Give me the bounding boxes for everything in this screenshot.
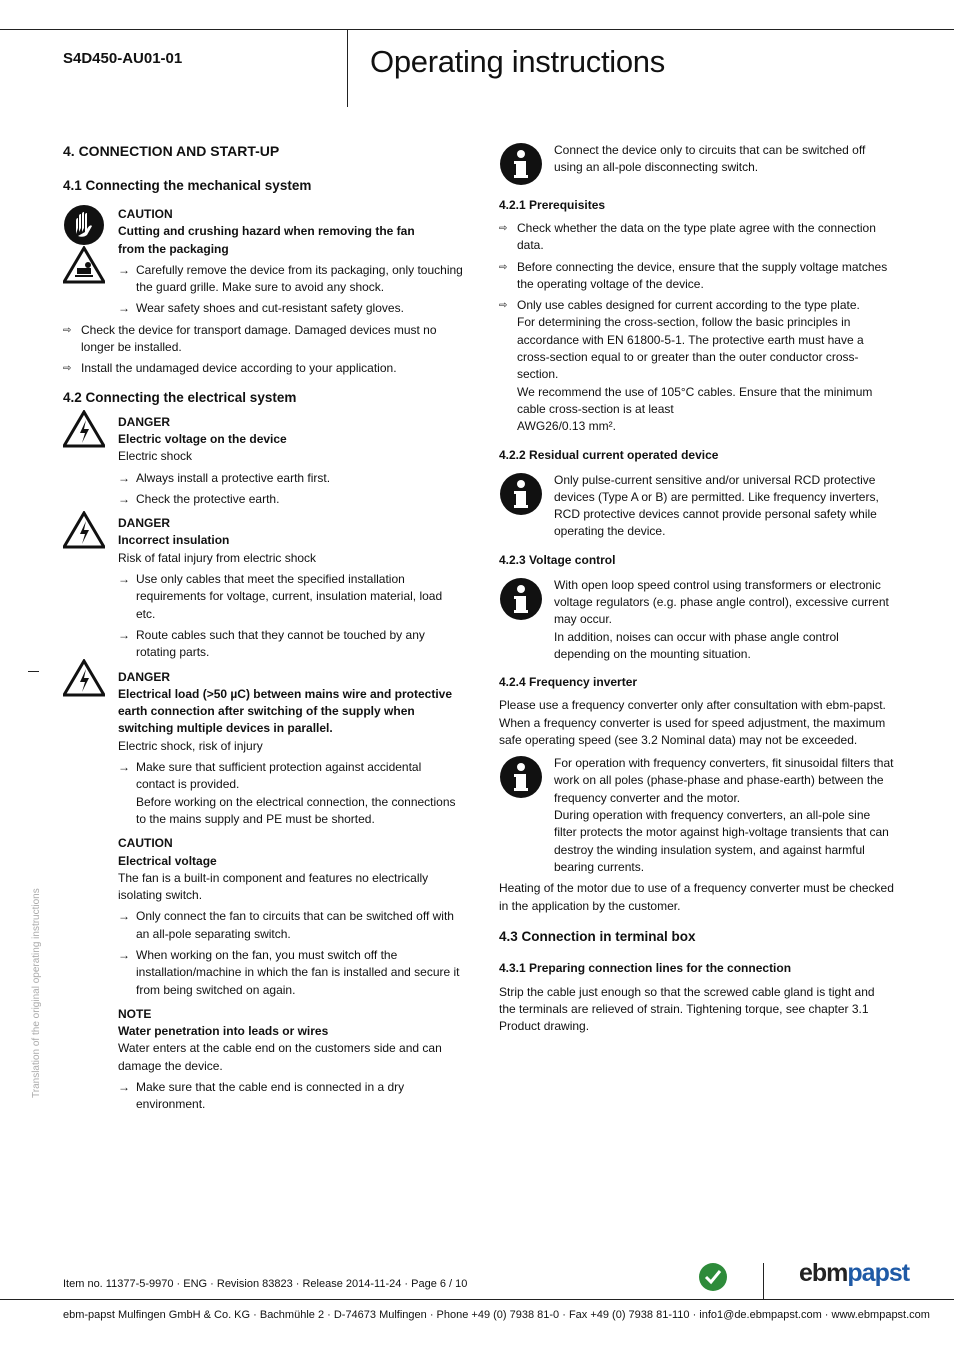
caution-title: from the packaging bbox=[118, 241, 229, 256]
info-block-frequency-converter bbox=[499, 755, 894, 876]
info-icon bbox=[499, 577, 543, 624]
page-title: Operating instructions bbox=[370, 44, 665, 79]
note-title: Water penetration into leads or wires bbox=[118, 1024, 329, 1039]
gloves-icon bbox=[63, 204, 105, 249]
heading-4-2-4: 4.2.4 Frequency inverter bbox=[499, 675, 638, 690]
header-top-rule bbox=[0, 29, 954, 30]
bullet-item: ⇨ Install the undamaged device according to your application. bbox=[63, 361, 397, 376]
info-icon bbox=[499, 142, 543, 189]
instruction-step: → Carefully remove the device from its packaging, only touching the guard grille. Make sure to avoid any shock. bbox=[118, 262, 463, 295]
info-text: For operation with frequency converters, fit sinusoidal filters that work on all poles (phase-phase and phase-earth) between the frequency converter and the motor. bbox=[554, 756, 894, 805]
bullet-item: ⇨ Before connecting the device, ensure that the supply voltage matches the operating voltage of the device. bbox=[499, 259, 888, 291]
high-voltage-icon bbox=[63, 659, 105, 700]
left-column bbox=[63, 140, 463, 1114]
heading-4-2-1: 4.2.1 Prerequisites bbox=[499, 198, 606, 212]
footer-divider bbox=[763, 1263, 764, 1299]
danger-label: DANGER bbox=[118, 669, 171, 684]
bullet-item: ⇨ Only use cables designed for current according to the type plate. For determining the cross-section, follow the basic principles in accordance with EN 61800-5-1. The protective earth must have a cross-section equal to or greater than the outer conductor cross-section. We recommend the use of 105°C cables. Ensure that the minimum cable cross-section is at least AWG26/0.13 mm². bbox=[499, 298, 873, 434]
caution-title: Cutting and crushing hazard when removing the fan bbox=[118, 224, 415, 239]
info-icon bbox=[499, 755, 543, 802]
header-divider bbox=[347, 29, 348, 107]
danger-text: Risk of fatal injury from electric shock bbox=[118, 550, 317, 565]
danger-block-voltage bbox=[63, 414, 463, 508]
strip-cable-text: Strip the cable just enough so that the screwed cable gland is tight and the terminals are relieved of strain. Tightening torque, see chapter 3.1 Product drawing. bbox=[499, 984, 875, 1034]
danger-block-electrical-load bbox=[63, 669, 463, 1114]
info-icon bbox=[499, 472, 543, 519]
heading-4-3: 4.3 Connection in terminal box bbox=[499, 928, 696, 944]
heading-4-2-2: 4.2.2 Residual current operated device bbox=[499, 447, 719, 462]
danger-label: DANGER bbox=[118, 414, 171, 429]
section-heading: 4. CONNECTION AND START-UP bbox=[63, 143, 280, 159]
right-column bbox=[499, 140, 894, 1036]
danger-block-insulation bbox=[63, 515, 463, 661]
side-translation-note: Translation of the original operating instructions bbox=[31, 888, 42, 1098]
bullet-item: ⇨ Check the device for transport damage. Damaged devices must no longer be installed. bbox=[63, 322, 437, 355]
info-text: In addition, noises can occur with phase angle control depending on the mounting situation. bbox=[554, 629, 839, 661]
info-text: With open loop speed control using transformers or electronic voltage regulators (e.g. phase angle control), excessive current may occur. bbox=[554, 577, 889, 627]
danger-title: Incorrect insulation bbox=[118, 533, 230, 548]
info-text: Only pulse-current sensitive and/or universal RCD protective devices (Type A or B) are permitted. Like frequency inverters, RCD protective devices cannot provide personal safety while operating the device. bbox=[554, 472, 879, 539]
caution-label: CAUTION bbox=[118, 836, 173, 851]
danger-text: Electric shock, risk of injury bbox=[118, 738, 263, 753]
caution-block-mechanical bbox=[63, 206, 463, 318]
info-block-switch bbox=[499, 142, 894, 186]
instruction-step: → When working on the fan, you must switch off the installation/machine in which the fan is installed and secure it from being switched on again. bbox=[118, 947, 460, 997]
model-number: S4D450-AU01-01 bbox=[63, 50, 183, 67]
high-voltage-icon bbox=[63, 410, 105, 451]
danger-label: DANGER bbox=[118, 516, 171, 531]
heading-4-1: 4.1 Connecting the mechanical system bbox=[63, 178, 312, 193]
instruction-step: → Always install a protective earth first. bbox=[118, 470, 331, 485]
note-text: Water enters at the cable end on the customers side and can damage the device. bbox=[118, 1041, 442, 1073]
instruction-step: → Only connect the fan to circuits that can be switched off with an all-pole separating switch. bbox=[118, 909, 454, 941]
heading-4-3-1: 4.3.1 Preparing connection lines for the connection bbox=[499, 960, 792, 975]
bullet-item: ⇨ Check whether the data on the type plate agree with the connection data. bbox=[499, 221, 876, 253]
instruction-step: → Check the protective earth. bbox=[118, 491, 280, 506]
heading-4-2: 4.2 Connecting the electrical system bbox=[63, 389, 297, 405]
frequency-inverter-text: Heating of the motor due to use of a frequency converter must be checked in the application by the customer. bbox=[499, 881, 894, 913]
info-block-rcd bbox=[499, 472, 894, 541]
danger-title: Electric voltage on the device bbox=[118, 431, 287, 446]
info-text: During operation with frequency converters, an all-pole sine filter protects the motor against high-voltage transients that can destroy the winding insulation system, and against harmful bearing currents. bbox=[554, 808, 889, 874]
caution-title: Electrical voltage bbox=[118, 853, 217, 868]
frequency-inverter-text: Please use a frequency converter only after consultation with ebm-papst. When a frequency converter is used for speed adjustment, the maximum safe operating speed (see 3.2 Nominal data) may not be exceeded. bbox=[499, 698, 886, 747]
danger-text: Electric shock bbox=[118, 449, 193, 464]
heading-4-2-3: 4.2.3 Voltage control bbox=[499, 552, 616, 567]
info-text: Connect the device only to circuits that can be switched off using an all-pole disconnecting switch. bbox=[554, 143, 866, 175]
greentech-logo bbox=[698, 1262, 728, 1295]
margin-tick bbox=[28, 671, 39, 672]
ebmpapst-logo: ebmpapst bbox=[799, 1259, 910, 1287]
caution-text: The fan is a built-in component and features no electrically isolating switch. bbox=[118, 870, 429, 903]
company-address: ebm-papst Mulfingen GmbH & Co. KG · Bachmühle 2 · D-74673 Mulfingen · Phone +49 (0) 7938 81-0 · Fax +49 (0) 7938 81-110 · info1@de.ebmpapst.com · www.ebmpapst.com bbox=[63, 1309, 930, 1321]
instruction-step: → Wear safety shoes and cut-resistant safety gloves. bbox=[118, 301, 404, 316]
instruction-step: → Use only cables that meet the specified installation requirements for voltage, current, insulation material, load etc. bbox=[118, 572, 443, 621]
note-label: NOTE bbox=[118, 1006, 152, 1021]
instruction-step: → Route cables such that they cannot be touched by any rotating parts. bbox=[118, 627, 425, 660]
caution-label: CAUTION bbox=[118, 207, 173, 221]
item-number: Item no. 11377-5-9970 · ENG · Revision 83823 · Release 2014-11-24 · Page 6 / 10 bbox=[63, 1278, 468, 1290]
high-voltage-icon bbox=[63, 511, 105, 552]
footer-rule bbox=[0, 1299, 954, 1300]
instruction-step: → Make sure that sufficient protection against accidental contact is provided. Before working on the electrical connection, the connections to the mains supply and PE must be shorted. bbox=[118, 760, 456, 826]
danger-title: Electrical load (>50 µC) between mains wire and protective earth connection after switching of the supply when switching multiple devices in parallel. bbox=[118, 686, 453, 736]
instruction-step: → Make sure that the cable end is connected in a dry environment. bbox=[118, 1080, 405, 1112]
info-block-voltage-control bbox=[499, 577, 894, 663]
crushing-hazard-icon bbox=[63, 246, 105, 287]
